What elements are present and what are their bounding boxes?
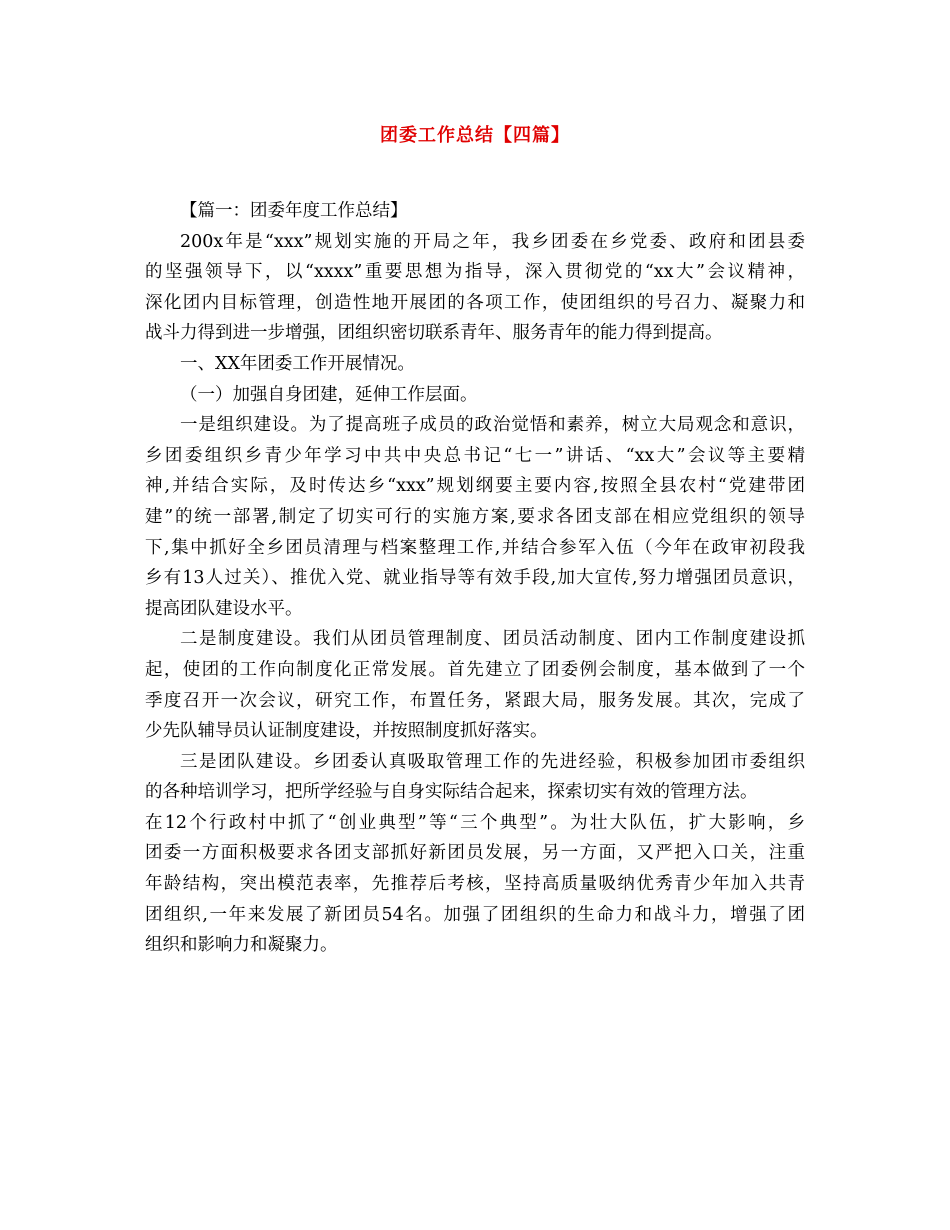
paragraph-1-line-4: 战斗力得到进一步增强，团组织密切联系青年、服务青年的能力得到提高。 <box>145 323 723 344</box>
section-heading: 【篇一：团委年度工作总结】 <box>180 201 408 221</box>
paragraph-6-line-4: 团委一方面积极要求各团支部抓好新团员发展，另一方面，又严把入口关，注重 <box>145 843 805 864</box>
paragraph-4-line-5: 下,集中抓好全乡团员清理与档案整理工作,并结合参军入伍（今年在政审初段我 <box>145 537 805 558</box>
paragraph-4-line-6: 乡有13人过关）、推优入党、就业指导等有效手段,加大宣传,努力增强团员意识， <box>145 568 805 589</box>
paragraph-6-line-2: 的各种培训学习，把所学经验与自身实际结合起来，探索切实有效的管理方法。 <box>145 782 758 803</box>
paragraph-5-line-1: 二是制度建设。我们从团员管理制度、团员活动制度、团内工作制度建设抓 <box>180 629 805 650</box>
paragraph-6-line-7: 组织和影响力和凝聚力。 <box>145 935 338 956</box>
paragraph-6-line-5: 年龄结构，突出模范表率，先推荐后考核，坚持高质量吸纳优秀青少年加入共青 <box>145 874 805 895</box>
paragraph-4-line-2: 乡团委组织乡青少年学习中共中央总书记“七一”讲话、“xx大”会议等主要精 <box>145 445 805 466</box>
paragraph-4-line-7: 提高团队建设水平。 <box>145 598 303 619</box>
subheading-1: 一、XX年团委工作开展情况。 <box>180 353 415 374</box>
paragraph-4-line-3: 神,并结合实际，及时传达乡“xxx”规划纲要主要内容,按照全县农村“党建带团 <box>145 476 805 497</box>
paragraph-6-line-6: 团组织,一年来发展了新团员54名。加强了团组织的生命力和战斗力，增强了团 <box>145 904 805 925</box>
subheading-2: （一）加强自身团建，延伸工作层面。 <box>180 384 478 405</box>
paragraph-5-line-2: 起，使团的工作向制度化正常发展。首先建立了团委例会制度，基本做到了一个 <box>145 659 805 680</box>
paragraph-6-line-3: 在12个行政村中抓了“创业典型”等“三个典型”。为壮大队伍，扩大影响，乡 <box>145 812 805 833</box>
paragraph-6-line-1: 三是团队建设。乡团委认真吸取管理工作的先进经验，积极参加团市委组织 <box>180 751 805 772</box>
paragraph-5-line-3: 季度召开一次会议，研究工作，布置任务，紧跟大局，服务发展。其次，完成了 <box>145 690 805 711</box>
paragraph-5-line-4: 少先队辅导员认证制度建设，并按照制度抓好落实。 <box>145 721 548 742</box>
paragraph-4-line-1: 一是组织建设。为了提高班子成员的政治觉悟和素养，树立大局观念和意识， <box>180 415 805 436</box>
paragraph-4-line-4: 建”的统一部署,制定了切实可行的实施方案,要求各团支部在相应党组织的领导 <box>145 506 805 527</box>
document-title: 团委工作总结【四篇】 <box>380 125 570 146</box>
paragraph-1-line-2: 的坚强领导下，以“xxxx”重要思想为指导，深入贯彻党的“xx大”会议精神， <box>145 262 805 283</box>
paragraph-1-line-1: 200x年是“xxx”规划实施的开局之年，我乡团委在乡党委、政府和团县委 <box>180 231 805 252</box>
document-body <box>145 196 805 961</box>
paragraph-1-line-3: 深化团内目标管理，创造性地开展团的各项工作，使团组织的号召力、凝聚力和 <box>145 292 805 313</box>
